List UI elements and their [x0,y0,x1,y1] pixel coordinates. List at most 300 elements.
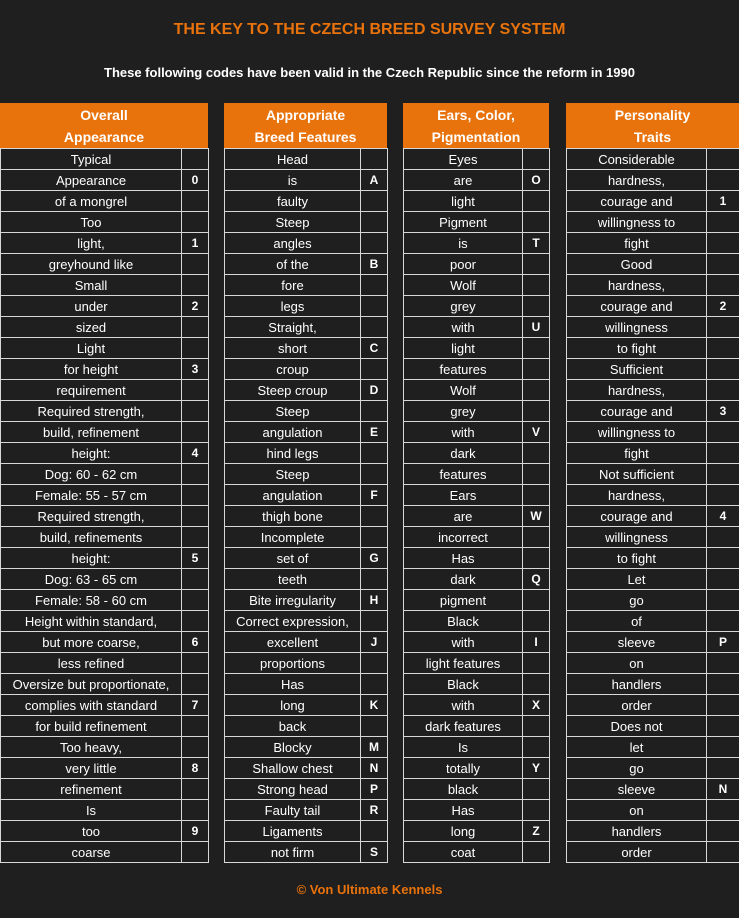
description-cell: with [404,317,523,338]
description-cell: on [567,800,707,821]
code-cell [707,275,739,296]
table-row [225,506,388,527]
description-cell: is [404,233,523,254]
table-row [404,737,550,758]
code-cell [707,317,739,338]
table-row [567,506,739,527]
description-cell: Let [567,569,707,590]
description-cell: hardness, [567,275,707,296]
table-row [225,611,388,632]
code-cell [707,569,739,590]
table-row [225,779,388,800]
code-cell: K [361,695,388,716]
table-row [567,296,739,317]
code-cell [707,674,739,695]
description-cell: Not sufficient [567,464,707,485]
description-cell: requirement [1,380,182,401]
code-cell [182,254,209,275]
code-cell: P [361,779,388,800]
description-cell: for height [1,359,182,380]
code-cell: 1 [707,191,739,212]
code-cell [182,842,209,863]
table-row [1,548,209,569]
codes-table [403,148,550,863]
table-row [225,758,388,779]
code-cell: H [361,590,388,611]
table-row [225,527,388,548]
table-row [1,233,209,254]
description-cell: Sufficient [567,359,707,380]
table-row [225,716,388,737]
code-cell: P [707,632,739,653]
description-cell: coat [404,842,523,863]
table-row [567,527,739,548]
table-row [1,695,209,716]
code-cell: G [361,548,388,569]
table-row [404,527,550,548]
code-cell [707,548,739,569]
table-row [404,548,550,569]
description-cell: fight [567,233,707,254]
description-cell: to fight [567,338,707,359]
table-row [1,380,209,401]
code-cell [361,527,388,548]
code-cell [361,653,388,674]
table-row [567,401,739,422]
code-cell [361,191,388,212]
table-row [225,359,388,380]
description-cell: let [567,737,707,758]
description-cell: short [225,338,361,359]
code-cell [523,380,550,401]
column-header-line: Personality [614,107,691,123]
code-cell [707,338,739,359]
table-row [567,317,739,338]
table-row [225,800,388,821]
table-row [404,317,550,338]
table-row [567,338,739,359]
code-cell: D [361,380,388,401]
code-cell [707,653,739,674]
description-cell: Wolf [404,380,523,401]
description-cell: Pigment [404,212,523,233]
code-cell [707,716,739,737]
table-row [1,401,209,422]
table-row [404,569,550,590]
code-cell: 1 [182,233,209,254]
code-cell [361,569,388,590]
description-cell: courage and [567,401,707,422]
code-cell [361,674,388,695]
table-row [567,632,739,653]
code-cell [707,254,739,275]
table-row [225,401,388,422]
code-cell [182,464,209,485]
description-cell: coarse [1,842,182,863]
code-cell: W [523,506,550,527]
description-cell: Too [1,212,182,233]
description-cell: fight [567,443,707,464]
code-cell: Z [523,821,550,842]
table-row [404,464,550,485]
code-cell [523,737,550,758]
table-row [1,590,209,611]
table-row [1,674,209,695]
code-cell [361,275,388,296]
code-cell [361,464,388,485]
description-cell: hind legs [225,443,361,464]
description-cell: with [404,632,523,653]
table-row [1,212,209,233]
description-cell: order [567,695,707,716]
description-cell: height: [1,548,182,569]
description-cell: Height within standard, [1,611,182,632]
description-cell: Head [225,149,361,170]
table-row [404,779,550,800]
description-cell: Is [404,737,523,758]
code-cell [182,401,209,422]
code-cell [182,674,209,695]
description-cell: incorrect [404,527,523,548]
table-row [225,548,388,569]
table-row [225,737,388,758]
code-cell [523,338,550,359]
description-cell: light [404,338,523,359]
description-cell: sleeve [567,632,707,653]
code-cell [523,212,550,233]
table-row [1,275,209,296]
description-cell: Female: 58 - 60 cm [1,590,182,611]
description-cell: greyhound like [1,254,182,275]
code-cell [523,842,550,863]
table-row [1,737,209,758]
table-row [1,296,209,317]
table-row [567,254,739,275]
table-row [225,380,388,401]
table-row [404,485,550,506]
code-cell [523,548,550,569]
table-row [567,485,739,506]
description-cell: Has [404,800,523,821]
description-cell: set of [225,548,361,569]
description-cell: Female: 55 - 57 cm [1,485,182,506]
description-cell: Ears [404,485,523,506]
description-cell: of a mongrel [1,191,182,212]
description-cell: Does not [567,716,707,737]
description-cell: Ligaments [225,821,361,842]
table-row [567,611,739,632]
description-cell: croup [225,359,361,380]
column-header [224,103,387,148]
column-header [566,103,739,148]
code-cell: N [361,758,388,779]
description-cell: Considerable [567,149,707,170]
table-row [1,254,209,275]
description-cell: faulty [225,191,361,212]
column-header [0,103,208,148]
table-row [225,149,388,170]
column-personality-traits [566,103,739,863]
description-cell: of [567,611,707,632]
table-row [567,548,739,569]
code-cell [361,611,388,632]
description-cell: back [225,716,361,737]
table-row [404,359,550,380]
code-cell [707,821,739,842]
table-row [404,842,550,863]
table-row [225,464,388,485]
code-cell [523,401,550,422]
code-cell: B [361,254,388,275]
column-header-line: Pigmentation [431,129,521,145]
code-cell [707,170,739,191]
code-cell [707,233,739,254]
table-row [1,611,209,632]
description-cell: refinement [1,779,182,800]
table-row [225,296,388,317]
table-row [404,170,550,191]
table-row [225,695,388,716]
description-cell: legs [225,296,361,317]
code-cell [182,317,209,338]
column-header-line: Appearance [63,129,145,145]
description-cell: build, refinements [1,527,182,548]
code-cell [182,338,209,359]
code-cell [523,443,550,464]
table-row [225,569,388,590]
code-cell [182,506,209,527]
code-cell [523,590,550,611]
description-cell: excellent [225,632,361,653]
code-cell: 5 [182,548,209,569]
code-cell [707,422,739,443]
table-row [1,464,209,485]
description-cell: hardness, [567,485,707,506]
code-cell [361,506,388,527]
description-cell: with [404,422,523,443]
code-cell [182,149,209,170]
description-cell: is [225,170,361,191]
code-cell [361,401,388,422]
table-row [404,212,550,233]
description-cell: Bite irregularity [225,590,361,611]
table-row [225,485,388,506]
description-cell: dark [404,569,523,590]
code-cell [523,716,550,737]
table-row [567,191,739,212]
description-cell: Faulty tail [225,800,361,821]
table-row [404,674,550,695]
code-cell [361,443,388,464]
description-cell: dark features [404,716,523,737]
table-row [1,422,209,443]
table-row [225,422,388,443]
table-row [1,569,209,590]
description-cell: poor [404,254,523,275]
copyright-footer: © Von Ultimate Kennels [296,882,443,897]
code-cell [182,275,209,296]
code-cell [182,611,209,632]
description-cell: handlers [567,821,707,842]
table-row [1,758,209,779]
description-cell: for build refinement [1,716,182,737]
table-row [567,149,739,170]
table-row [567,443,739,464]
table-row [567,380,739,401]
code-cell [182,212,209,233]
description-cell: Small [1,275,182,296]
table-row [567,212,739,233]
code-cell [182,716,209,737]
code-cell [523,674,550,695]
code-cell [523,254,550,275]
description-cell: under [1,296,182,317]
code-cell [182,590,209,611]
table-row [567,779,739,800]
code-cell [707,800,739,821]
table-row [567,737,739,758]
code-cell [361,212,388,233]
description-cell: angles [225,233,361,254]
table-row [225,233,388,254]
description-cell: angulation [225,422,361,443]
description-cell: sleeve [567,779,707,800]
code-cell [523,527,550,548]
table-row [404,233,550,254]
table-row [1,527,209,548]
column-header [403,103,549,148]
table-row [225,590,388,611]
table-row [567,842,739,863]
table-row [567,716,739,737]
table-row [1,842,209,863]
code-cell [523,149,550,170]
description-cell: Required strength, [1,401,182,422]
description-cell: too [1,821,182,842]
description-cell: Blocky [225,737,361,758]
code-cell: C [361,338,388,359]
table-row [404,443,550,464]
description-cell: grey [404,296,523,317]
table-row [1,779,209,800]
description-cell: are [404,506,523,527]
table-row [225,275,388,296]
table-row [404,275,550,296]
description-cell: hardness, [567,170,707,191]
table-row [1,716,209,737]
description-cell: light [404,191,523,212]
code-cell [523,653,550,674]
code-cell [707,758,739,779]
page-subtitle: These following codes have been valid in the Czech Republic since the reform in 1990 [104,65,635,80]
table-row [567,653,739,674]
codes-table [224,148,388,863]
code-cell: R [361,800,388,821]
description-cell: Dog: 60 - 62 cm [1,464,182,485]
description-cell: teeth [225,569,361,590]
code-cell: 3 [182,359,209,380]
code-cell [523,464,550,485]
description-cell: courage and [567,191,707,212]
code-cell [182,380,209,401]
code-cell [523,296,550,317]
description-cell: Typical [1,149,182,170]
code-cell [707,611,739,632]
description-cell: black [404,779,523,800]
description-cell: fore [225,275,361,296]
table-row [1,485,209,506]
column-header-line: Traits [633,129,672,145]
code-cell: Y [523,758,550,779]
code-cell: 8 [182,758,209,779]
description-cell: features [404,464,523,485]
column-header-line: Breed Features [254,129,357,145]
column-header-line: Overall [80,107,128,123]
code-cell [707,443,739,464]
description-cell: angulation [225,485,361,506]
code-cell [182,779,209,800]
table-row [404,380,550,401]
code-cell [523,191,550,212]
description-cell: courage and [567,506,707,527]
code-cell [707,737,739,758]
description-cell: but more coarse, [1,632,182,653]
description-cell: to fight [567,548,707,569]
table-row [567,359,739,380]
description-cell: features [404,359,523,380]
code-cell [707,149,739,170]
table-row [404,590,550,611]
table-row [225,653,388,674]
table-row [1,149,209,170]
code-cell [182,422,209,443]
code-cell: N [707,779,739,800]
description-cell: dark [404,443,523,464]
column-breed-features [224,103,387,863]
description-cell: courage and [567,296,707,317]
table-row [404,191,550,212]
description-cell: on [567,653,707,674]
description-cell: complies with standard [1,695,182,716]
code-cell [182,569,209,590]
description-cell: Has [225,674,361,695]
codes-table [0,148,209,863]
table-row [1,506,209,527]
description-cell: Steep croup [225,380,361,401]
code-cell: I [523,632,550,653]
code-cell [707,590,739,611]
table-row [404,506,550,527]
table-row [404,296,550,317]
code-cell [707,485,739,506]
description-cell: Has [404,548,523,569]
code-cell [361,716,388,737]
table-row [567,233,739,254]
table-row [567,170,739,191]
code-cell: 9 [182,821,209,842]
column-overall-appearance [0,103,208,863]
code-cell [361,317,388,338]
table-row [567,464,739,485]
description-cell: Too heavy, [1,737,182,758]
code-cell: J [361,632,388,653]
description-cell: height: [1,443,182,464]
description-cell: Good [567,254,707,275]
code-cell: T [523,233,550,254]
description-cell: order [567,842,707,863]
column-header-line: Appropriate [265,107,346,123]
table-row [404,254,550,275]
